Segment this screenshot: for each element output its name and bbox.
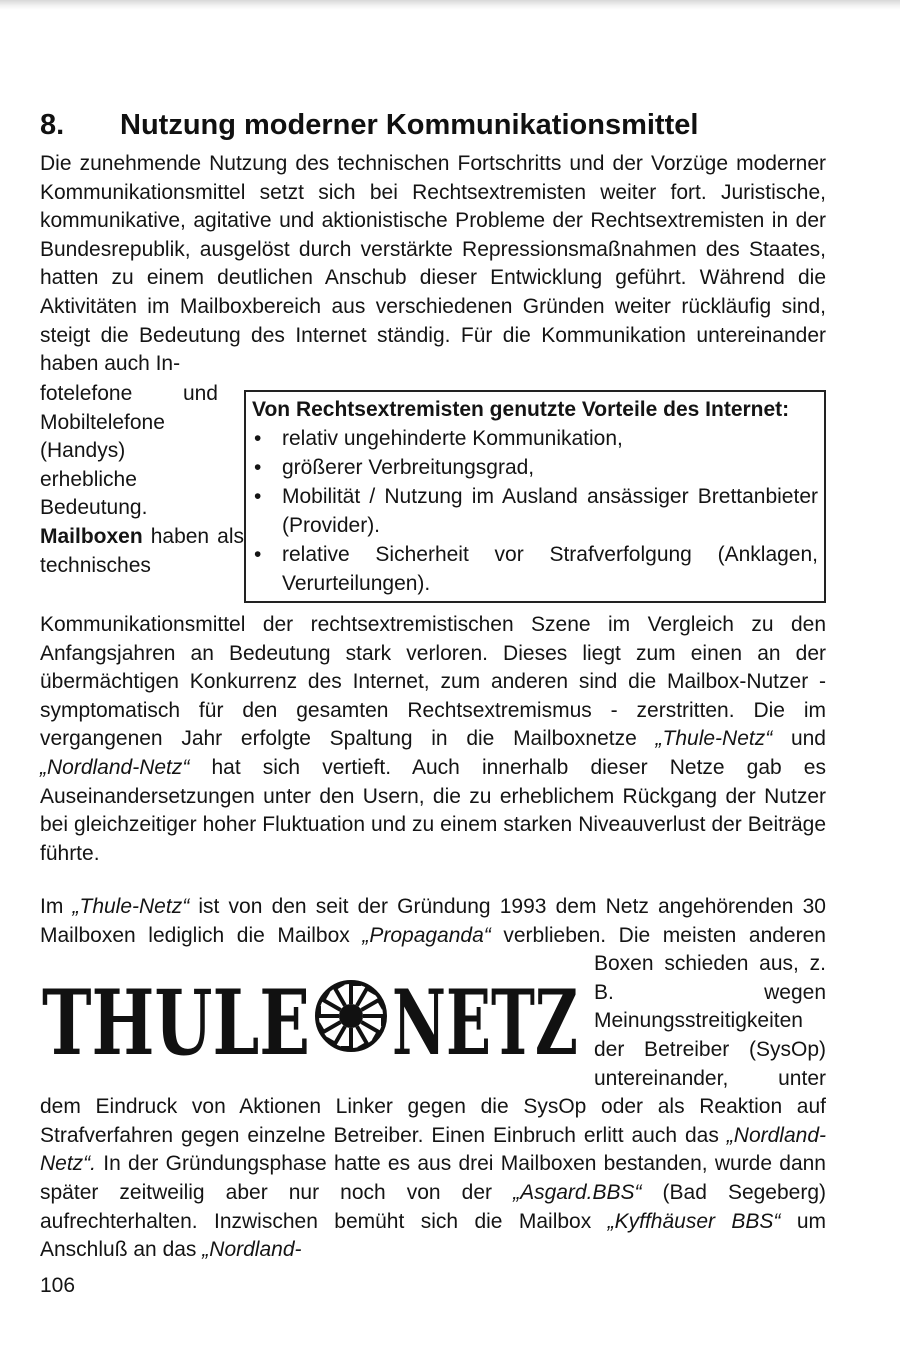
black-sun-icon [317, 982, 385, 1050]
logo-graphic [40, 954, 588, 1072]
net-nordland-continued: „Nordland- [202, 1238, 302, 1262]
section-number: 8. [40, 109, 65, 142]
section-title: Nutzung moderner Kommunikationsmittel [120, 109, 699, 142]
thule-netz-logo [40, 954, 588, 1072]
mailbox-rest: hat sich vertieft. Auch innerhalb dieser Netze gab es Auseinandersetzungen unter den Usern, die zu erheblichem Rückgang der Nutzer bei gleichzeitiger hoher Fluktuation und zu einem starken Niveauverlust der Beiträge führte. [40, 755, 826, 865]
text-run: In der Gründungsphase hatte es aus drei Mailboxen bestanden, wurde dann später zeitweilig aber nur noch von der [40, 1152, 826, 1204]
net-thule: „Thule-Netz“ [655, 727, 773, 751]
net-nordland: „Nordland-Netz“ [40, 755, 190, 779]
net-nordland: „Nordland-Netz“. [40, 1123, 826, 1176]
paragraph-thule [40, 893, 826, 1265]
logo-text-right: NETZ [392, 970, 578, 1073]
conjunction: und [790, 727, 826, 751]
text-run: verblieben. Die meisten anderen Boxen schieden aus, z. B. wegen Meinungsstreitigkeiten der Betreiber (SysOp) untereinander, unter dem Eindruck von Aktionen Linker gegen die SysOp oder als Reaktion auf Strafverfahren gegen einzelne Betreiber. Einen Einbruch erlitt auch das [40, 923, 826, 1147]
box-title: Von Rechtsextremisten genutzte Vorteile des Internet: [252, 398, 790, 421]
paragraph-intro: Die zunehmende Nutzung des technischen Fortschritts und der Vorzüge moderner Kommunikationsmittel setzt sich bei Rechtsextremisten weiter fort. Juristische, kommunikative, agitative und aktionistische Probleme der Rechtsextremisten in der Bundesrepublik, ausgelöst durch verstärkte Repressionsmaßnahmen des Staates, hatten zu einem deutlichen Anschub dieser Entwicklung geführt. Während die Aktivitäten im Mailboxbereich aus verschiedenen Gründen weiter rückläufig sind, steigt die Bedeutung des Internet ständig. Für die Kommunikation untereinander haben auch In- [40, 152, 826, 376]
net-thule: „Thule-Netz“ [72, 895, 190, 918]
mailbox-kyffhaeuser: „Kyffhäuser BBS“ [607, 1209, 781, 1233]
text-run: (Bad Segeberg) aufrechterhalten. Inzwischen bemüht sich die Mailbox [40, 1180, 827, 1233]
list-item: • relative Sicherheit vor Strafverfolgung (Anklagen, Verurteilungen). [252, 540, 818, 598]
section-heading [40, 105, 826, 145]
scan-edge [0, 0, 900, 10]
list-item: • relativ ungehinderte Kommunikation, [252, 424, 818, 453]
text-run: um Anschluß an das [40, 1209, 827, 1262]
text-run: Im [40, 895, 64, 918]
logo-text-left: THULE [42, 970, 310, 1073]
text-run: ist von den seit der Gründung 1993 dem Netz angehörenden 30 Mailboxen lediglich die Mailbox [40, 895, 826, 947]
mailbox-lead: haben als technisches Kommunikationsmittel der rechtsextremistischen Szene im Vergleich zu den Anfangsjahren an Bedeutung stark verloren. Dieses liegt zum einen an der übermächtigen Konkurrenz des Internet, zum anderen sind die Mailbox-Nutzer - symptomatisch für den gesamten Rechtsextremismus - zerstritten. Die im vergangenen Jahr erfolgte Spaltung in die Mailboxnetze [40, 524, 826, 751]
mailbox-term: Mailboxen [40, 524, 143, 548]
internet-advantages-box [244, 390, 826, 603]
page-number: 106 [40, 1274, 76, 1297]
list-item: • Mobilität / Nutzung im Ausland ansässiger Brettanbieter (Provider). [252, 482, 818, 540]
advantages-list [252, 424, 818, 598]
thule-first-lines [40, 893, 826, 1265]
mailbox-propaganda: „Propaganda“ [362, 923, 491, 947]
paragraph-mailboxes [40, 380, 826, 868]
list-item: • größerer Verbreitungsgrad, [252, 453, 818, 482]
phones-text: fotelefone und Mobiltelefone (Handys) erhebliche Bedeutung. [40, 382, 218, 520]
mailbox-asgard: „Asgard.BBS“ [513, 1180, 642, 1204]
